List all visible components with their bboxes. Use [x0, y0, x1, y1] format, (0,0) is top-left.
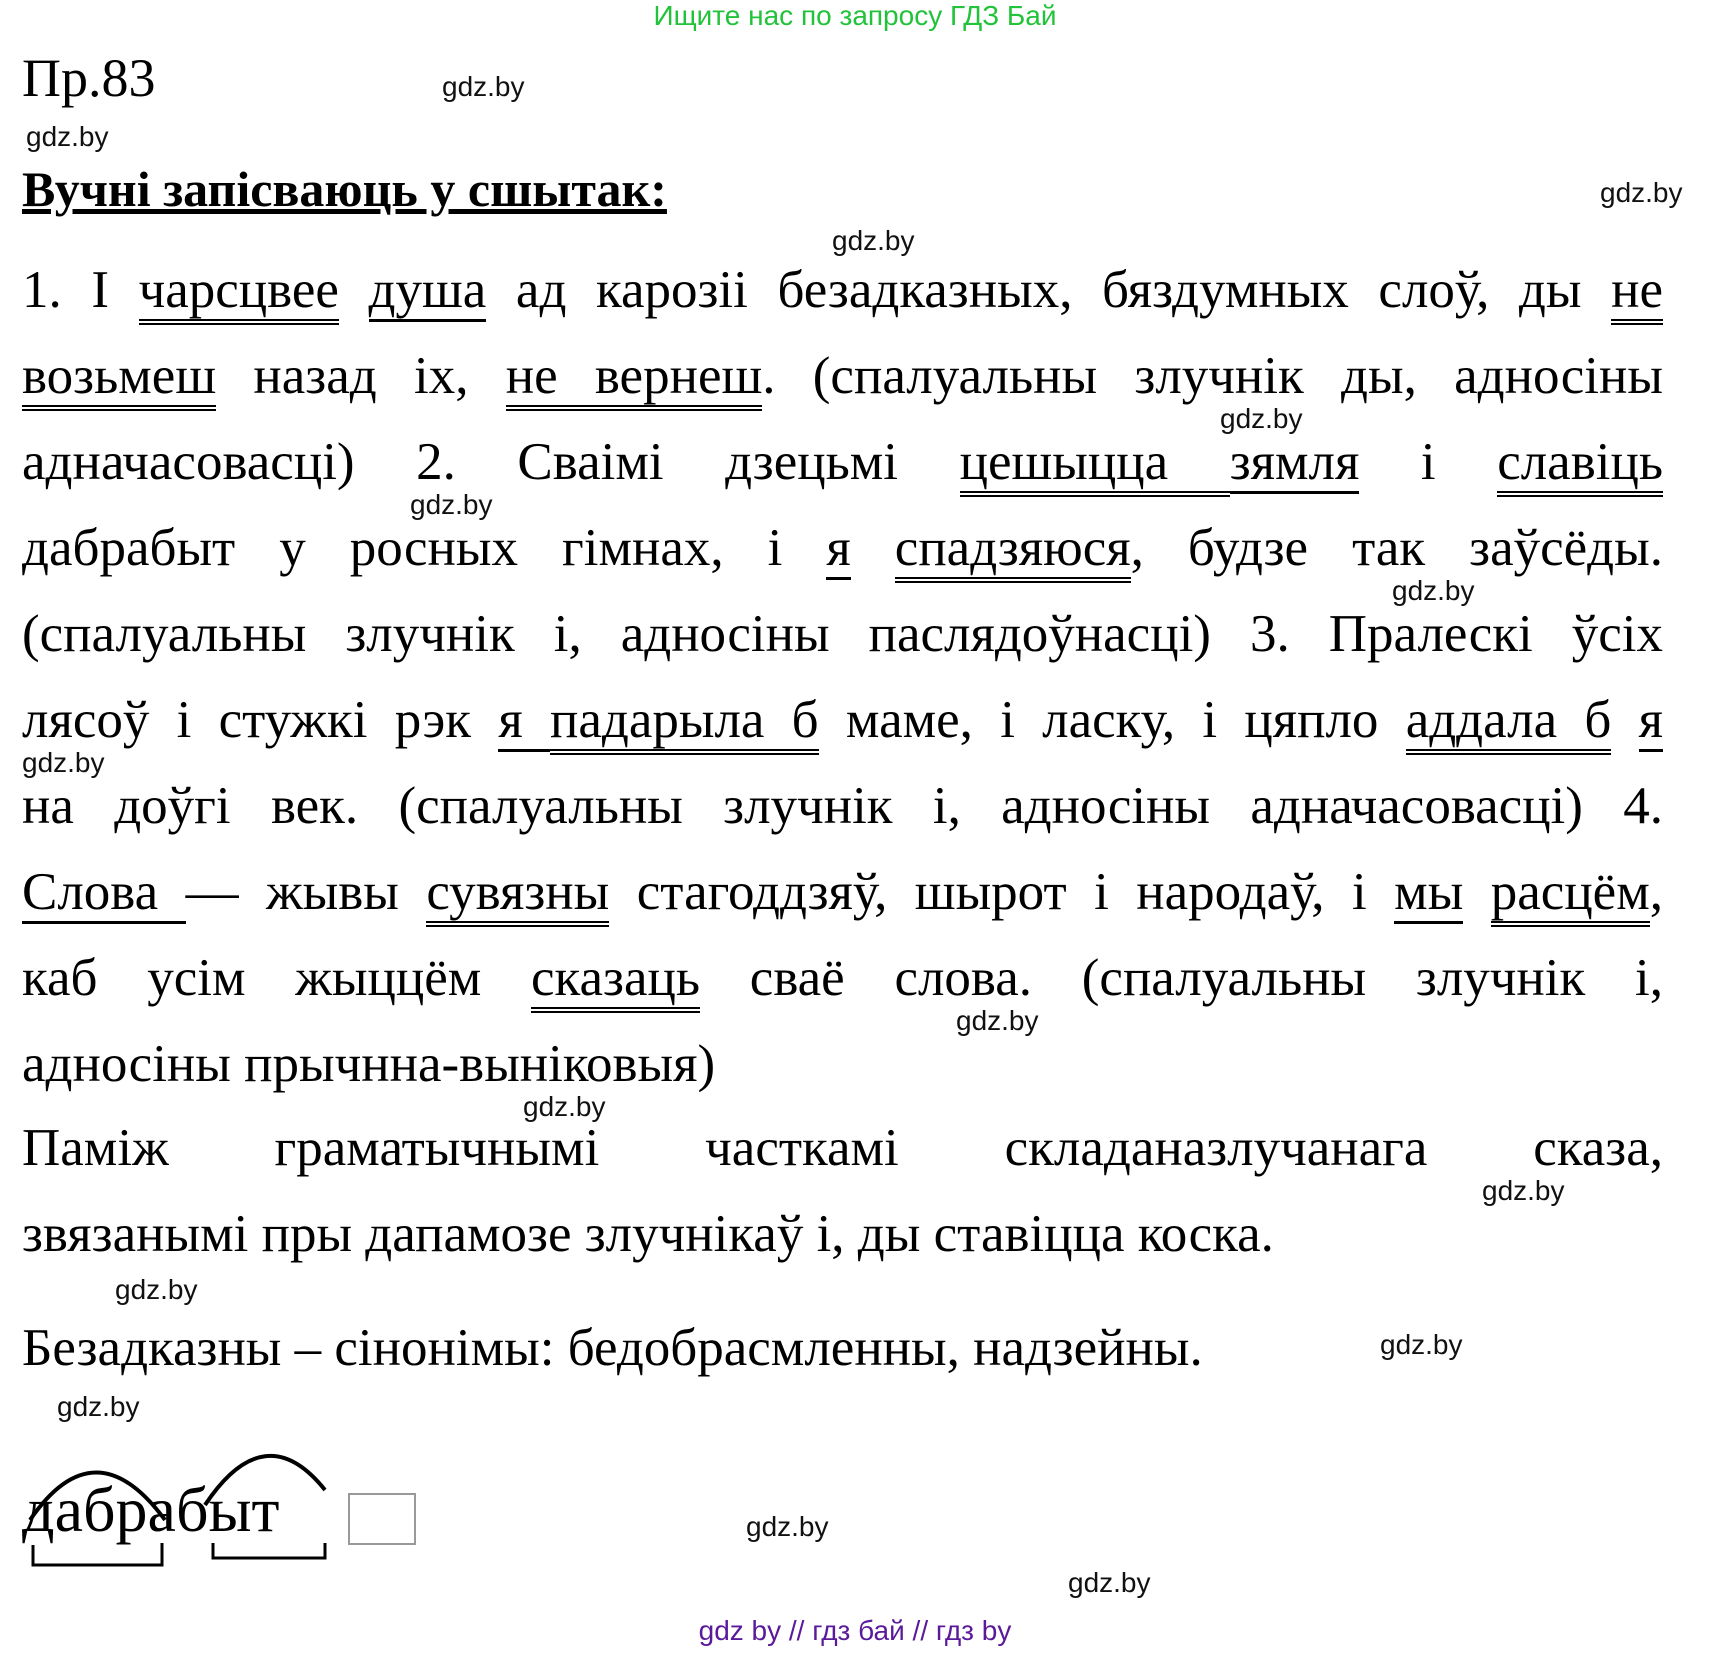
text-segment: адначасовасці) 2. Сваімі дзецьмі — [22, 433, 960, 491]
text-segment: адносіны прычнна-выніковыя) — [22, 1035, 716, 1093]
predicate-segment: сувязны — [426, 863, 609, 927]
text-line — [22, 434, 1663, 490]
text-segment: ад карозіі безадказных, бяздумных слоў, ды — [486, 261, 1612, 319]
text-segment: маме, і ласку, і цяпло — [818, 691, 1406, 749]
predicate-segment: возьмеш — [22, 347, 216, 411]
text-segment: Паміж граматычнымі часткамі складаназлучанага сказа, — [22, 1119, 1663, 1177]
text-segment: , будзе так заўсёды. — [1130, 519, 1663, 577]
footer-links[interactable]: gdz by // гдз бай // гдз by — [698, 1615, 1012, 1646]
text-segment: — жывы — [185, 863, 427, 921]
subject-segment: Слова — [22, 863, 186, 924]
subject-segment: зямля — [1230, 433, 1360, 494]
predicate-segment: аддала б — [1406, 691, 1612, 755]
text-segment: (спалуальны злучнік і, адносіны паслядоўнасці) 3. Пралескі ўсіх — [22, 605, 1663, 663]
text-segment: і — [1359, 433, 1498, 491]
text-segment — [339, 261, 369, 319]
text-line — [22, 1036, 1663, 1092]
watermark: gdz.by — [22, 747, 105, 778]
watermark: gdz.by — [1220, 403, 1303, 434]
watermark: gdz.by — [26, 121, 109, 152]
text-segment: назад іх, — [216, 347, 506, 405]
watermark: gdz.by — [746, 1511, 829, 1542]
heading: Вучні запісваюць у сшытак: — [22, 161, 667, 217]
subject-segment: душа — [369, 261, 487, 322]
text-segment — [1611, 691, 1638, 749]
watermark: gdz.by — [410, 489, 493, 520]
predicate-segment: расцём — [1491, 863, 1650, 927]
text-segment: лясоў і стужкі рэк — [22, 691, 499, 749]
text-line — [22, 692, 1663, 748]
text-segment — [851, 519, 895, 577]
text-line — [22, 864, 1663, 920]
predicate-segment: падарыла б — [550, 691, 819, 755]
ending-box — [348, 1493, 416, 1545]
predicate-segment: цешыцца — [960, 433, 1230, 497]
synonyms-line: Безадказны – сінонімы: бедобрасмленны, надзейны. — [22, 1319, 1203, 1377]
watermark: gdz.by — [1392, 575, 1475, 606]
text-segment: , — [1649, 863, 1663, 921]
morphemic-word: дабрабыт — [22, 1474, 280, 1545]
text-segment: на доўгі век. (спалуальны злучнік і, адносіны адначасовасці) 4. — [22, 777, 1663, 835]
text-line — [22, 1120, 1663, 1176]
watermark: gdz.by — [956, 1005, 1039, 1036]
text-line — [22, 262, 1663, 318]
text-segment: стагоддзяў, шырот і народаў, і — [609, 863, 1395, 921]
text-line — [22, 1206, 1663, 1262]
text-segment — [1463, 863, 1490, 921]
text-line — [22, 950, 1663, 1006]
watermark: gdz.by — [115, 1274, 198, 1305]
predicate-segment: спадзяюся — [895, 519, 1131, 583]
stem-bracket-2 — [213, 1543, 325, 1558]
predicate-segment: славіць — [1497, 433, 1663, 497]
text-line — [22, 606, 1663, 662]
subject-segment: мы — [1394, 863, 1463, 924]
subject-segment: я — [826, 519, 850, 580]
predicate-segment: не вернеш — [506, 347, 763, 411]
watermark: gdz.by — [523, 1091, 606, 1122]
text-segment: звязанымі пры дапамозе злучнікаў і, ды ставіцца коска. — [22, 1205, 1274, 1263]
text-segment: . (спалуальны злучнік ды, адносіны — [762, 347, 1663, 405]
watermark: gdz.by — [1380, 1329, 1463, 1360]
subject-segment: я — [1639, 691, 1663, 752]
exercise-number: Пр.83 — [22, 48, 156, 108]
watermark: gdz.by — [1600, 177, 1683, 208]
predicate-segment: чарсцвее — [139, 261, 339, 325]
watermark: gdz.by — [442, 71, 525, 102]
text-segment: 1. І — [22, 261, 139, 319]
text-segment: каб усім жыццём — [22, 949, 532, 1007]
watermark: gdz.by — [832, 225, 915, 256]
text-segment: сваё слова. (спалуальны злучнік і, — [700, 949, 1664, 1007]
stem-bracket-1 — [33, 1543, 162, 1565]
top-banner: Ищите нас по запросу ГДЗ Бай — [653, 0, 1057, 31]
watermark: gdz.by — [57, 1391, 140, 1422]
text-segment: дабрабыт у росных гімнах, і — [22, 519, 827, 577]
text-line — [22, 348, 1663, 404]
predicate-segment: сказаць — [531, 949, 700, 1013]
text-line — [22, 520, 1663, 576]
watermark: gdz.by — [1482, 1175, 1565, 1206]
text-line — [22, 778, 1663, 834]
predicate-segment: не — [1611, 261, 1663, 325]
watermark: gdz.by — [1068, 1567, 1151, 1598]
subject-segment: я — [498, 691, 550, 752]
